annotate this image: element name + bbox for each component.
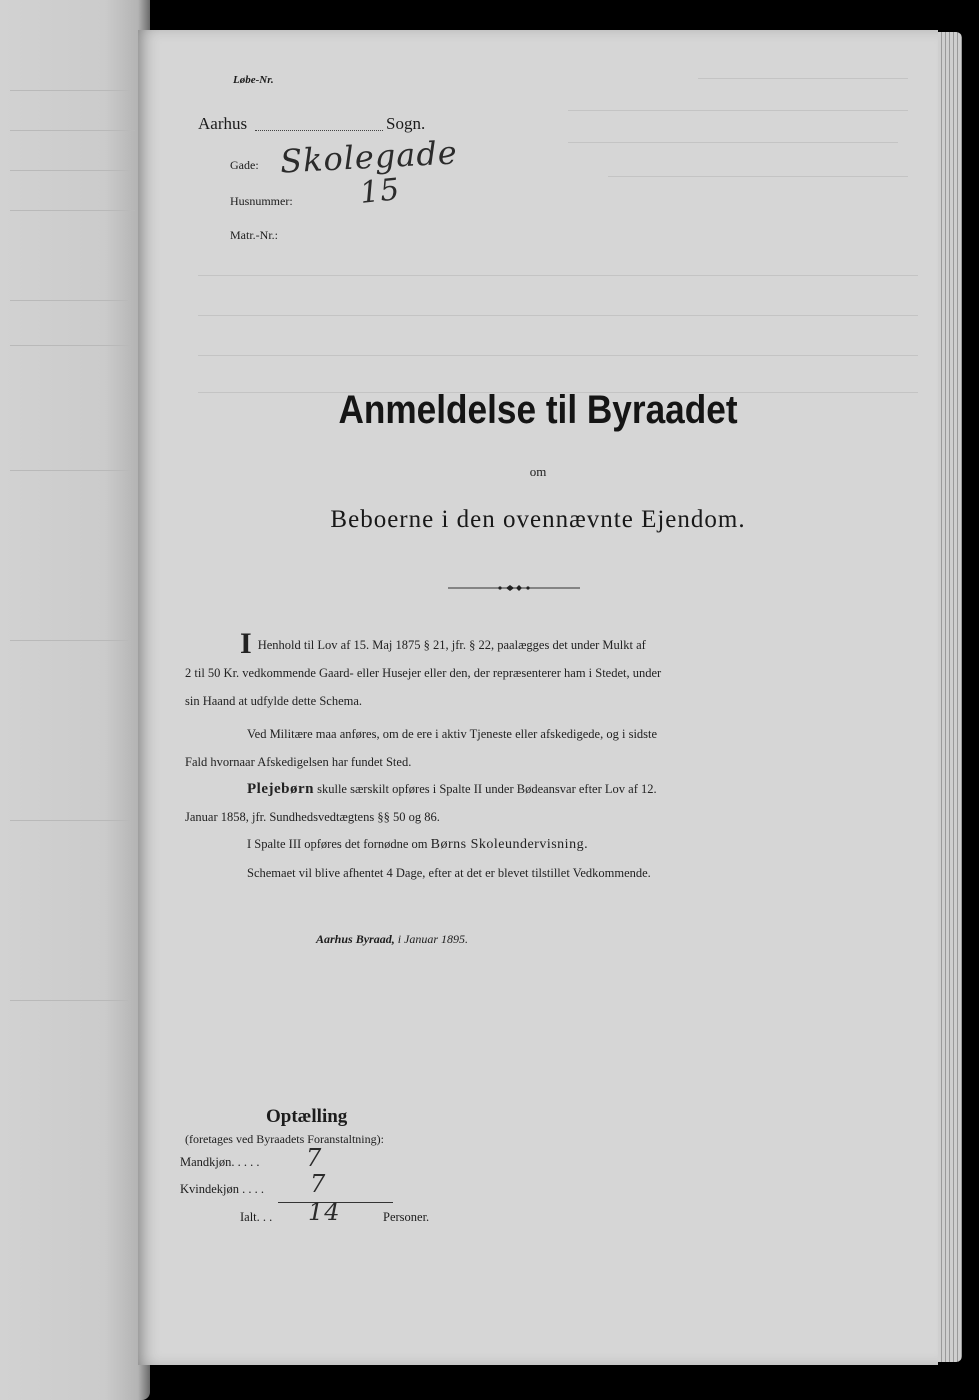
issuer-signature (316, 932, 468, 947)
ornament-divider (448, 582, 580, 594)
gade-handwritten-value: Skolegade (279, 133, 459, 181)
drop-cap: I (240, 627, 252, 660)
personer-label: Personer. (383, 1210, 430, 1224)
document-subtitle: Beboerne i den ovennævnte Ejendom. (330, 506, 746, 533)
matr-nr-label: Matr.-Nr.: (230, 228, 278, 242)
p5-line: Schemaet vil blive afhentet 4 Dage, efter at det er blevet tilstillet Vedkommende. (247, 866, 651, 880)
sogn-label: Sogn. (386, 114, 426, 133)
p4-text: I Spalte III opføres det fornødne om (247, 837, 428, 851)
kvindekjon-handwritten-value: 7 (310, 1170, 327, 1198)
p2-line-1: Ved Militære maa anføres, om de ere i aktiv Tjeneste eller afskedigede, og i sidste (247, 727, 658, 741)
ialt-handwritten-value: 14 (308, 1198, 341, 1226)
issuer-name: Aarhus Byraad, (316, 932, 395, 946)
husnummer-label: Husnummer: (230, 194, 293, 208)
instructions-paragraph-3 (185, 775, 855, 831)
census-title: Optælling (266, 1106, 348, 1127)
mandkjon-handwritten-value: 7 (306, 1144, 323, 1172)
loebe-nr-label: Løbe-Nr. (233, 74, 274, 86)
city-label: Aarhus (198, 114, 248, 133)
issue-date: i Januar 1895. (397, 932, 469, 946)
skoleundervisning-emphasis: Børns Skoleundervisning. (430, 837, 589, 852)
plejeborn-emphasis: Plejebørn (247, 781, 314, 797)
previous-page (0, 0, 150, 1400)
document-title: Anmeldelse til Byraadet (338, 388, 738, 432)
p1-line-3: sin Haand at udfylde dette Schema. (185, 694, 363, 708)
ialt-label: Ialt. . . (240, 1210, 273, 1224)
instructions-paragraph-1 (185, 627, 855, 715)
form-page (138, 30, 938, 1365)
p1-line-2: 2 til 50 Kr. vedkommende Gaard- eller Husejer eller den, der repræsenterer ham i Stedet, under (185, 666, 662, 680)
sogn-dotted-line (255, 130, 383, 131)
gade-label: Gade: (230, 158, 259, 172)
kvindekjon-label: Kvindekjøn . . . . (180, 1182, 265, 1196)
census-subtitle: (foretages ved Byraadets Foranstaltning): (185, 1132, 384, 1146)
mandkjon-label: Mandkjøn. . . . . (180, 1155, 260, 1169)
p3-line-2: Januar 1858, jfr. Sundhedsvedtægtens §§ 50 og 86. (185, 810, 440, 824)
husnummer-handwritten-value: 15 (358, 171, 402, 212)
p2-line-2: Fald hvornaar Afskedigelsen har fundet Sted. (185, 755, 412, 769)
p3-line-1: skulle særskilt opføres i Spalte II under Bødeansvar efter Lov af 12. (317, 782, 657, 796)
p1-line-1: Henhold til Lov af 15. Maj 1875 § 21, jfr. § 22, paalægges det under Mulkt af (257, 638, 646, 652)
instructions-paragraph-4 (185, 830, 855, 887)
instructions-paragraph-2 (185, 720, 855, 776)
title-connector: om (529, 464, 547, 479)
